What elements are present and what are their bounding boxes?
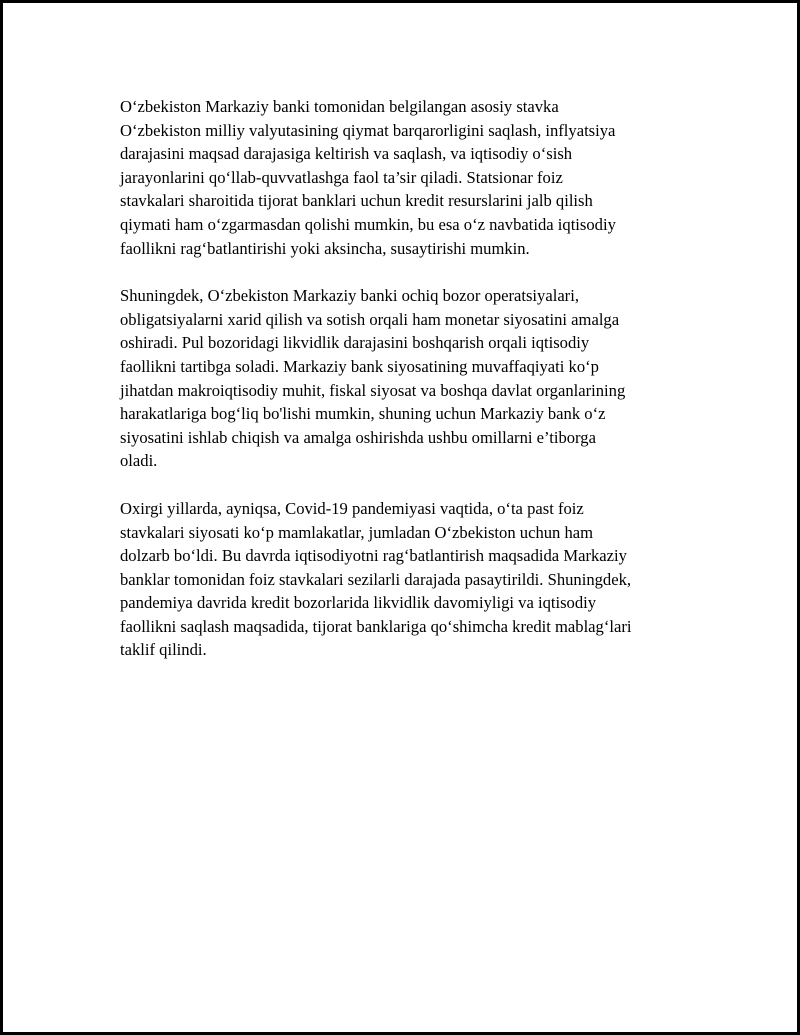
paragraph-2: Shuningdek, O‘zbekiston Markaziy banki ochiq bozor operatsiyalari, obligatsiyalarni xarid qilish va sotish orqali ham monetar siyosatini amalga oshiradi. Pul bozoridagi likvidlik darajasini boshqarish orqali iqtisodiy faollikni tartibga soladi. Markaziy bank siyosatining muvaffaqiyati ko‘p jihatdan makroiqtisodiy muhit, fiskal siyosat va boshqa davlat organlarining harakatlariga bog‘liq bo'lishi mumkin, shuning uchun Markaziy bank o‘z siyosatini ishlab chiqish va amalga oshirishda ushbu omillarni e’tiborga oladi. <box>120 286 626 471</box>
paragraph-1: O‘zbekiston Markaziy banki tomonidan belgilangan asosiy stavka O‘zbekiston milliy valyutasining qiymat barqarorligini saqlash, inflyatsiya darajasini maqsad darajasiga keltirish va saqlash, va iqtisodiy o‘sish jarayonlarini qo‘llab-quvvatlashga faol ta’sir qiladi. Statsionar foiz stavkalari sharoitida tijorat banklari uchun kredit resurslarini jalb qilish qiymati ham o‘zgarmasdan qolishi mumkin, bu esa o‘z navbatida iqtisodiy faollikni rag‘batlantirishi yoki aksincha, susaytirishi mumkin. <box>120 97 616 258</box>
document-body <box>120 95 700 686</box>
paragraph-3: Oxirgi yillarda, ayniqsa, Covid-19 pandemiyasi vaqtida, o‘ta past foiz stavkalari siyosati ko‘p mamlakatlar, jumladan O‘zbekiston uchun ham dolzarb bo‘ldi. Bu davrda iqtisodiyotni rag‘batlantirish maqsadida Markaziy banklar tomonidan foiz stavkalari sezilarli darajada pasaytirildi. Shuningdek, pandemiya davrida kredit bozorlarida likvidlik davomiyligi va iqtisodiy faollikni saqlash maqsadida, tijorat banklariga qo‘shimcha kredit mablag‘lari taklif qilindi. <box>120 498 632 660</box>
